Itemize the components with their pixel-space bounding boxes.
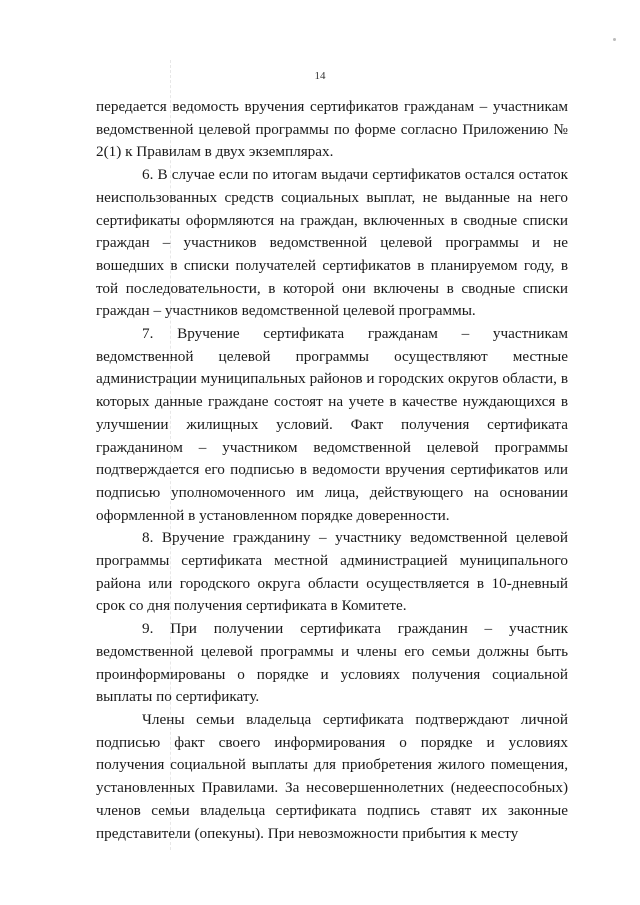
page-number: 14 (314, 70, 326, 82)
paragraph-item-9: 9. При получении сертификата гражданин – участник ведомственной целевой программы и члены его семьи должны быть проинформированы о порядке и условиях получения социальной выплаты по сертификату. (96, 620, 568, 706)
paragraph-item-8: 8. Вручение гражданину – участнику ведомственной целевой программы сертификата местной администрацией муниципального района или городского округа области осуществляется в 10-дневный срок со дня получения сертификата в Комитете. (96, 529, 568, 615)
paragraph-item-7: 7. Вручение сертификата гражданам – участникам ведомственной целевой программы осуществляют местные администрации муниципальных районов и городских округов области, в которых данные граждане состоят на учете в качестве нуждающихся в улучшении жилищных условий. Факт получения сертификата гражданином – участником ведомственной целевой программы подтверждается его подписью в ведомости вручения сертификатов или подписью уполномоченного им лица, действующего на основании оформленной в установленном порядке доверенности. (96, 325, 568, 524)
paragraph-family-members: Члены семьи владельца сертификата подтверждают личной подписью факт своего информирования о порядке и условиях получения социальной выплаты для приобретения жилого помещения, установленных Правилами. За несовершеннолетних (недееспособных) членов семьи владельца сертификата подпись ставят их законные представители (опекуны). При невозможности прибытия к месту (96, 710, 568, 842)
scan-artifact-dot (613, 38, 616, 41)
paragraph-item-6: 6. В случае если по итогам выдачи сертификатов остался остаток неиспользованных средств социальных выплат, не выданные на него сертификаты оформляются на граждан, включенных в сводные списки граждан – участников ведомственной целевой программы и не вошедших в списки получателей сертификатов в планируемом году, в той последовательности, в которой они включены в сводные списки граждан – участников ведомственной целевой программы. (96, 166, 568, 320)
document-body (96, 96, 568, 845)
paragraph-continuation: передается ведомость вручения сертификатов гражданам – участникам ведомственной целевой программы по форме согласно Приложению № 2(1) к Правилам в двух экземплярах. (96, 98, 568, 161)
